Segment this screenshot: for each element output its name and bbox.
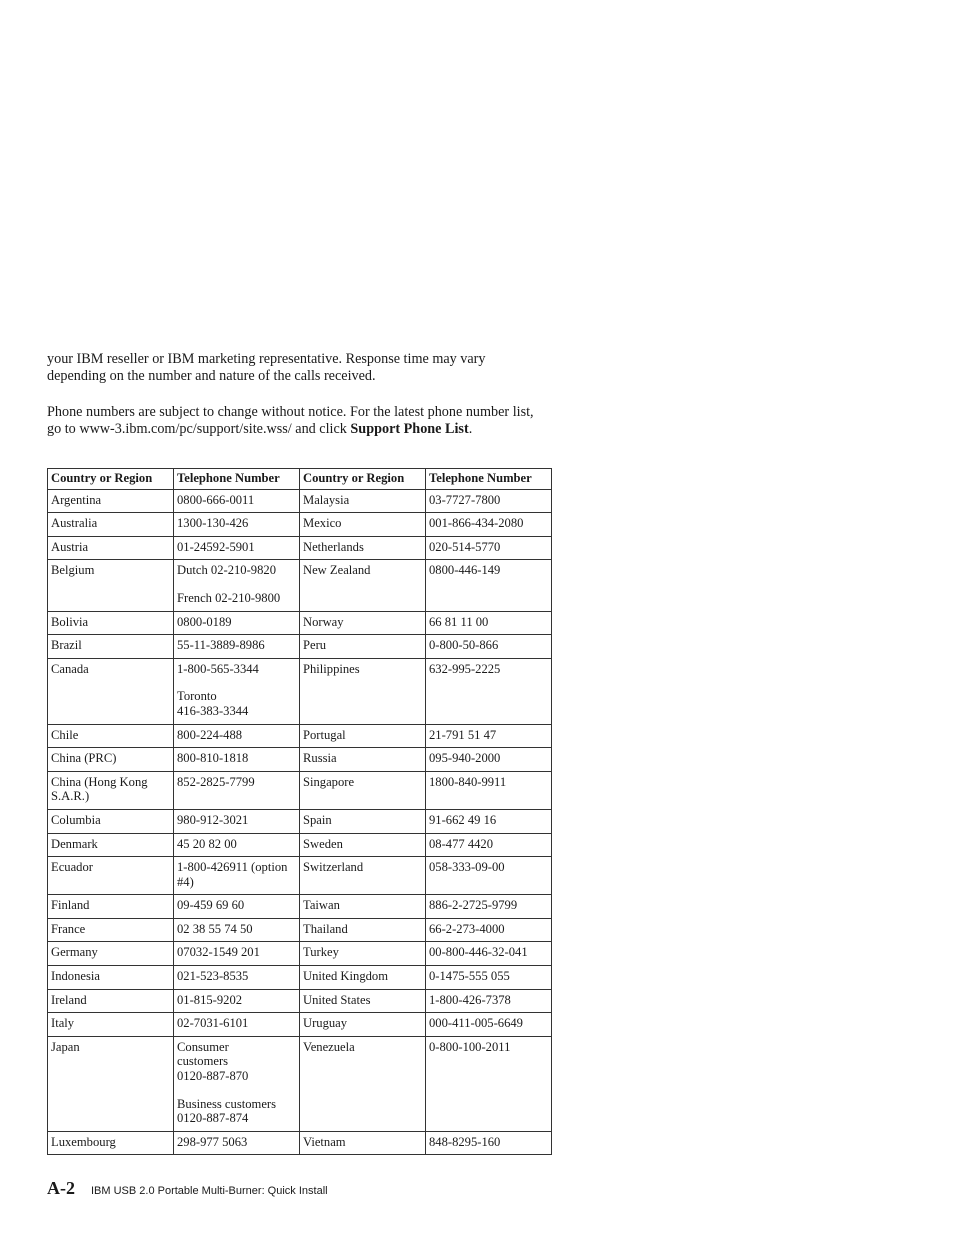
country-cell (48, 536, 174, 560)
country-cell (48, 724, 174, 748)
phone-cell (426, 989, 552, 1013)
phone-cell (426, 635, 552, 659)
country-cell (48, 635, 174, 659)
cell-text: 66 81 11 00 (429, 614, 489, 629)
cell-text: 00-800-446-32-041 (429, 945, 528, 960)
cell-text: Malaysia (303, 492, 350, 507)
country-cell (300, 771, 426, 809)
table-row (48, 489, 552, 513)
phone-cell (426, 748, 552, 772)
cell-text: Netherlands (303, 539, 364, 554)
cell-text: 886-2-2725-9799 (429, 898, 518, 913)
country-cell (300, 918, 426, 942)
table-row (48, 895, 552, 919)
cell-text: 298-977 5063 (177, 1134, 248, 1149)
header-phone-2: Telephone Number (426, 469, 552, 490)
table-row (48, 918, 552, 942)
intro-paragraph: your IBM reseller or IBM marketing representative. Response time may vary depending on the number and nature of the calls received. (47, 351, 486, 385)
country-cell (48, 771, 174, 809)
cell-text: Bolivia (51, 614, 89, 629)
cell-text: Vietnam (303, 1134, 346, 1149)
country-cell (300, 724, 426, 748)
cell-text: 0-800-100-2011 (429, 1039, 511, 1054)
cell-text: 800-810-1818 (177, 751, 249, 766)
cell-text: Mexico (303, 516, 342, 531)
cell-spacer (177, 676, 296, 689)
cell-text: 0120-887-870 (177, 1069, 249, 1084)
cell-text: 001-866-434-2080 (429, 516, 524, 531)
cell-text: 02 38 55 74 50 (177, 921, 253, 936)
phone-cell (426, 966, 552, 990)
country-cell (300, 989, 426, 1013)
phone-cell (174, 536, 300, 560)
table-row (48, 833, 552, 857)
phone-cell (174, 833, 300, 857)
cell-text: Portugal (303, 727, 346, 742)
country-cell (300, 1131, 426, 1155)
cell-text: 01-24592-5901 (177, 539, 255, 554)
cell-text: 1-800-426-7378 (429, 992, 511, 1007)
cell-text: 91-662 49 16 (429, 812, 497, 827)
phone-cell (174, 942, 300, 966)
header-country-2: Country or Region (300, 469, 426, 490)
cell-text: 07032-1549 201 (177, 945, 260, 960)
phone-cell (426, 942, 552, 966)
phone-cell (174, 918, 300, 942)
table-row (48, 989, 552, 1013)
phone-cell (174, 489, 300, 513)
country-cell (48, 942, 174, 966)
cell-text: 800-224-488 (177, 727, 243, 742)
cell-text: Japan (51, 1039, 80, 1054)
country-cell (48, 1013, 174, 1037)
cell-text: Russia (303, 751, 337, 766)
phone-cell (174, 857, 300, 895)
phone-cell (174, 560, 300, 611)
country-cell (300, 857, 426, 895)
cell-text: 0800-446-149 (429, 563, 501, 578)
phone-cell (426, 1013, 552, 1037)
cell-text: Spain (303, 812, 332, 827)
table-row (48, 748, 552, 772)
table-row (48, 1131, 552, 1155)
cell-text: customers (177, 1054, 229, 1069)
phone-cell (174, 1013, 300, 1037)
country-cell (300, 895, 426, 919)
cell-text: 848-8295-160 (429, 1134, 501, 1149)
table-row (48, 771, 552, 809)
phone-cell (174, 809, 300, 833)
cell-text: Australia (51, 516, 98, 531)
phone-cell (426, 489, 552, 513)
country-cell (300, 635, 426, 659)
country-cell (48, 966, 174, 990)
country-cell (48, 833, 174, 857)
phone-cell (174, 1131, 300, 1155)
country-cell (48, 489, 174, 513)
cell-text: 03-7727-7800 (429, 492, 501, 507)
cell-text: 66-2-273-4000 (429, 921, 505, 936)
phone-cell (426, 560, 552, 611)
table-row (48, 611, 552, 635)
table-row (48, 809, 552, 833)
header-country-1: Country or Region (48, 469, 174, 490)
phone-cell (426, 771, 552, 809)
cell-text: Singapore (303, 774, 355, 789)
cell-text: Germany (51, 945, 98, 960)
phone-cell (426, 857, 552, 895)
table-row (48, 1036, 552, 1131)
cell-text: Ecuador (51, 860, 93, 875)
country-cell (48, 895, 174, 919)
phone-cell (426, 724, 552, 748)
page-number: A-2 (47, 1178, 75, 1198)
cell-text: 1800-840-9911 (429, 774, 507, 789)
cell-text: Italy (51, 1016, 75, 1031)
cell-text: Uruguay (303, 1016, 348, 1031)
country-cell (300, 560, 426, 611)
table-row (48, 942, 552, 966)
table-row (48, 857, 552, 895)
phone-cell (174, 611, 300, 635)
phone-cell (174, 1036, 300, 1131)
cell-text: Luxembourg (51, 1134, 116, 1149)
country-cell (300, 536, 426, 560)
cell-text: 021-523-8535 (177, 969, 249, 984)
table-row (48, 560, 552, 611)
document-title: IBM USB 2.0 Portable Multi-Burner: Quick Install (91, 1185, 328, 1197)
table-row (48, 724, 552, 748)
country-cell (48, 989, 174, 1013)
phone-cell (174, 748, 300, 772)
support-phone-list-label: Support Phone List (350, 421, 469, 438)
table-row (48, 966, 552, 990)
phone-cell (426, 611, 552, 635)
cell-text: Brazil (51, 638, 82, 653)
cell-text: 058-333-09-00 (429, 860, 505, 875)
country-cell (48, 611, 174, 635)
page-footer (47, 1178, 328, 1199)
cell-text: 09-459 69 60 (177, 898, 245, 913)
cell-text: Switzerland (303, 860, 364, 875)
cell-text: Belgium (51, 563, 95, 578)
country-cell (300, 966, 426, 990)
cell-text: Taiwan (303, 898, 340, 913)
cell-text: Canada (51, 661, 89, 676)
phone-cell (426, 833, 552, 857)
cell-text: Finland (51, 898, 90, 913)
phone-cell (426, 536, 552, 560)
cell-text: #4) (177, 874, 194, 889)
cell-text: 852-2825-7799 (177, 774, 255, 789)
cell-text: 1300-130-426 (177, 516, 249, 531)
cell-text: Business customers (177, 1096, 276, 1111)
cell-text: Norway (303, 614, 344, 629)
cell-text: 980-912-3021 (177, 812, 249, 827)
phone-cell (426, 513, 552, 537)
cell-text: Peru (303, 638, 327, 653)
phone-cell (174, 724, 300, 748)
cell-text: New Zealand (303, 563, 371, 578)
cell-text: United Kingdom (303, 969, 389, 984)
country-cell (48, 560, 174, 611)
cell-spacer (177, 578, 296, 591)
country-cell (48, 857, 174, 895)
country-cell (300, 1036, 426, 1131)
cell-text: 55-11-3889-8986 (177, 638, 265, 653)
phone-cell (174, 658, 300, 724)
country-cell (48, 809, 174, 833)
phone-cell (174, 966, 300, 990)
table-row (48, 1013, 552, 1037)
cell-text: 1-800-565-3344 (177, 661, 259, 676)
cell-text: Argentina (51, 492, 102, 507)
cell-text: 1-800-426911 (option (177, 860, 288, 875)
cell-text: China (Hong Kong (51, 774, 148, 789)
table-row (48, 536, 552, 560)
country-cell (300, 748, 426, 772)
header-phone-1: Telephone Number (174, 469, 300, 490)
country-cell (48, 748, 174, 772)
country-cell (48, 658, 174, 724)
country-cell (300, 658, 426, 724)
cell-text: 632-995-2225 (429, 661, 501, 676)
country-cell (48, 918, 174, 942)
cell-spacer (177, 1084, 296, 1097)
country-cell (300, 1013, 426, 1037)
cell-text: Thailand (303, 921, 348, 936)
table-row (48, 513, 552, 537)
cell-text: 000-411-005-6649 (429, 1016, 523, 1031)
support-phone-table (47, 468, 552, 1155)
cell-text: China (PRC) (51, 751, 117, 766)
phone-cell (426, 809, 552, 833)
notice-text: Phone numbers are subject to change without notice. For the latest phone number list, go to www-3.ibm.com/pc/support/site.wss/ and click (47, 404, 534, 438)
country-cell (300, 809, 426, 833)
cell-text: Denmark (51, 836, 98, 851)
country-cell (300, 489, 426, 513)
cell-text: 0800-0189 (177, 614, 232, 629)
country-cell (300, 611, 426, 635)
table-row (48, 635, 552, 659)
cell-text: French 02-210-9800 (177, 590, 281, 605)
cell-text: 0-1475-555 055 (429, 969, 510, 984)
cell-text: 416-383-3344 (177, 703, 249, 718)
cell-text: Ireland (51, 992, 87, 1007)
cell-text: Consumer (177, 1039, 229, 1054)
cell-text: 0800-666-0011 (177, 492, 255, 507)
cell-text: 45 20 82 00 (177, 836, 237, 851)
cell-text: Chile (51, 727, 79, 742)
cell-text: United States (303, 992, 371, 1007)
cell-text: 21-791 51 47 (429, 727, 497, 742)
cell-text: Dutch 02-210-9820 (177, 563, 276, 578)
cell-text: 020-514-5770 (429, 539, 501, 554)
cell-text: Austria (51, 539, 89, 554)
country-cell (48, 513, 174, 537)
table-header-row (48, 469, 552, 490)
table-row (48, 658, 552, 724)
phone-cell (174, 513, 300, 537)
phone-cell (174, 989, 300, 1013)
country-cell (48, 1036, 174, 1131)
phone-cell (174, 771, 300, 809)
phone-cell (426, 1036, 552, 1131)
cell-text: 02-7031-6101 (177, 1016, 249, 1031)
phone-cell (426, 895, 552, 919)
cell-text: Philippines (303, 661, 360, 676)
phone-cell (426, 658, 552, 724)
cell-text: Toronto (177, 689, 217, 704)
cell-text: S.A.R.) (51, 789, 90, 804)
phone-cell (174, 635, 300, 659)
country-cell (48, 1131, 174, 1155)
phone-cell (174, 895, 300, 919)
phone-notice-paragraph (47, 404, 542, 439)
country-cell (300, 833, 426, 857)
cell-text: 08-477 4420 (429, 836, 494, 851)
cell-text: France (51, 921, 86, 936)
phone-cell (426, 918, 552, 942)
cell-text: 0-800-50-866 (429, 638, 499, 653)
notice-period: . (468, 421, 473, 438)
cell-text: 0120-887-874 (177, 1111, 249, 1126)
cell-text: 01-815-9202 (177, 992, 243, 1007)
cell-text: Venezuela (303, 1039, 355, 1054)
country-cell (300, 942, 426, 966)
cell-text: Turkey (303, 945, 339, 960)
phone-cell (426, 1131, 552, 1155)
cell-text: Columbia (51, 812, 101, 827)
country-cell (300, 513, 426, 537)
cell-text: 095-940-2000 (429, 751, 501, 766)
table-body (48, 489, 552, 1155)
cell-text: Indonesia (51, 969, 100, 984)
cell-text: Sweden (303, 836, 343, 851)
